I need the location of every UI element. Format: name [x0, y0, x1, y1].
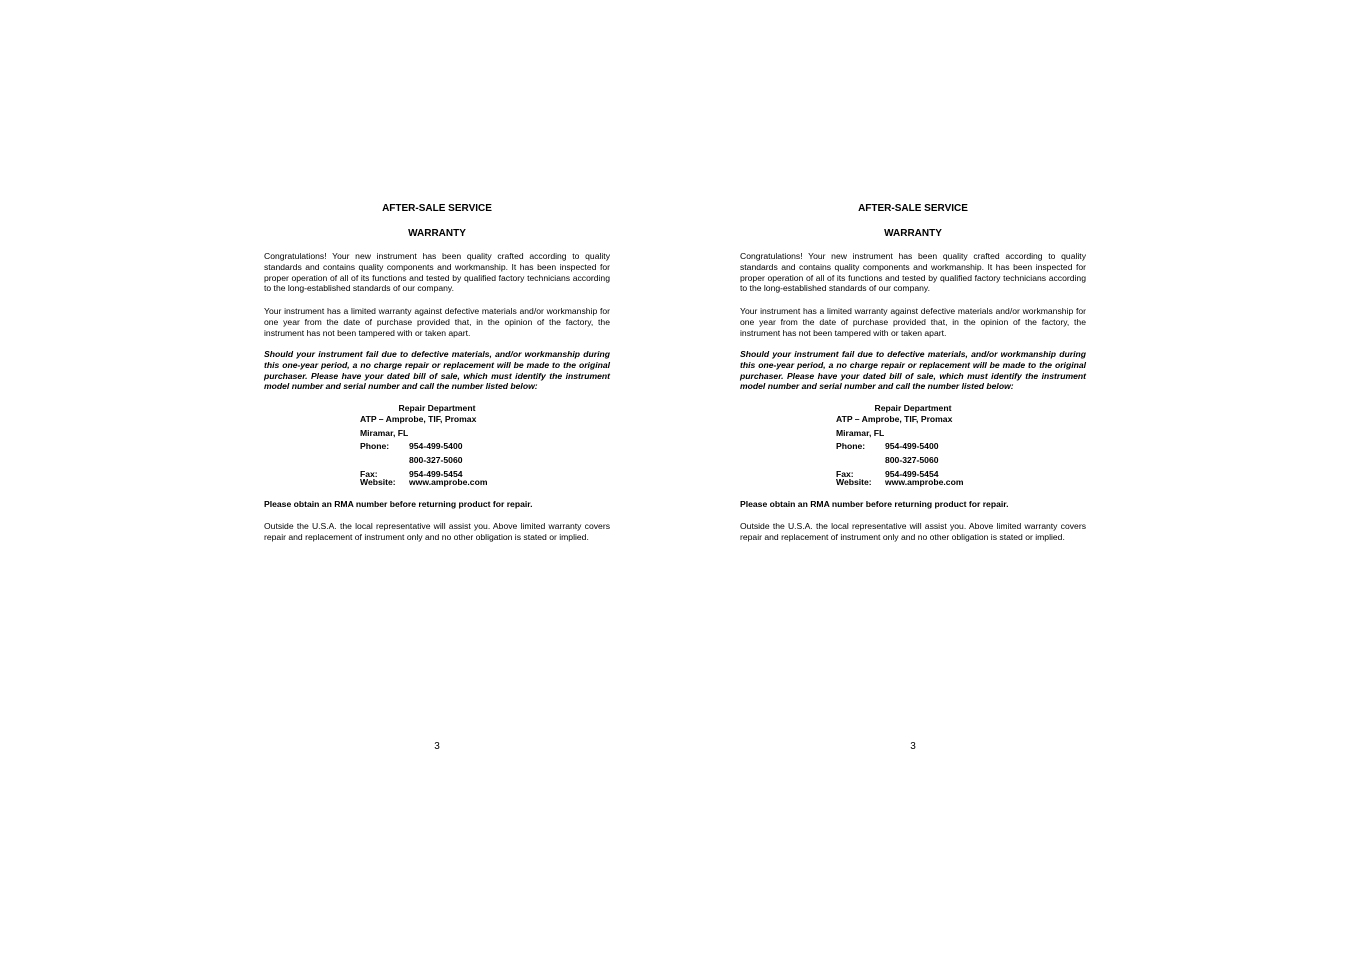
- warranty-heading: WARRANTY: [884, 228, 942, 239]
- section-heading: AFTER-SALE SERVICE: [858, 203, 968, 214]
- intro-paragraph: Congratulations! Your new instrument has been quality crafted according to quality standards and contains quality components and workmanship. It has been inspected for proper operation of all of its functions and tested by qualified factory technicians according to the long-established standards of our company.: [740, 251, 1086, 294]
- phone-number-primary: 954-499-5400: [409, 441, 463, 451]
- page-number: 3: [910, 741, 916, 752]
- phone-label: Phone:: [360, 441, 390, 451]
- limited-warranty-paragraph: Your instrument has a limited warranty against defective materials and/or workmanship for one year from the date of purchase provided that, in the opinion of the factory, the instrument has not been tampered with or taken apart.: [264, 306, 610, 338]
- website-link[interactable]: www.amprobe.com: [409, 477, 488, 487]
- repair-company: ATP – Amprobe, TIF, Promax: [836, 414, 953, 424]
- phone-row-secondary: [836, 455, 939, 465]
- limited-warranty-paragraph: Your instrument has a limited warranty against defective materials and/or workmanship for one year from the date of purchase provided that, in the opinion of the factory, the instrument has not been tampered with or taken apart.: [740, 306, 1086, 338]
- fax-label: Fax:: [836, 469, 854, 479]
- repair-instructions-paragraph: Should your instrument fail due to defective materials, and/or workmanship during this one-year period, a no charge repair or replacement will be made to the original purchaser. Please have your dated bill of sale, which must identify the instrument model number and serial number and call the number listed below:: [740, 349, 1086, 392]
- rma-note: Please obtain an RMA number before returning product for repair.: [740, 499, 1009, 509]
- repair-location: Miramar, FL: [836, 428, 885, 438]
- phone-label: Phone:: [836, 441, 866, 451]
- section-heading: AFTER-SALE SERVICE: [382, 203, 492, 214]
- website-label: Website:: [360, 477, 396, 487]
- warranty-heading: WARRANTY: [408, 228, 466, 239]
- fax-label: Fax:: [360, 469, 378, 479]
- repair-department: Repair Department: [398, 403, 476, 413]
- repair-location: Miramar, FL: [360, 428, 409, 438]
- fax-number: 954-499-5454: [409, 469, 463, 479]
- repair-instructions-paragraph: Should your instrument fail due to defective materials, and/or workmanship during this one-year period, a no charge repair or replacement will be made to the original purchaser. Please have your dated bill of sale, which must identify the instrument model number and serial number and call the number listed below:: [264, 349, 610, 392]
- outside-usa-paragraph: Outside the U.S.A. the local representative will assist you. Above limited warranty covers repair and replacement of instrument only and no other obligation is stated or implied.: [264, 521, 610, 542]
- website-link[interactable]: www.amprobe.com: [885, 477, 964, 487]
- repair-company: ATP – Amprobe, TIF, Promax: [360, 414, 477, 424]
- rma-note: Please obtain an RMA number before returning product for repair.: [264, 499, 533, 509]
- page-number: 3: [434, 741, 440, 752]
- website-label: Website:: [836, 477, 872, 487]
- phone-row-secondary: [360, 455, 463, 465]
- phone-row: [836, 441, 939, 451]
- phone-row: [360, 441, 463, 451]
- website-row: [836, 477, 963, 487]
- phone-number-secondary: 800-327-5060: [885, 455, 939, 465]
- intro-paragraph: Congratulations! Your new instrument has been quality crafted according to quality standards and contains quality components and workmanship. It has been inspected for proper operation of all of its functions and tested by qualified factory technicians according to the long-established standards of our company.: [264, 251, 610, 294]
- outside-usa-paragraph: Outside the U.S.A. the local representative will assist you. Above limited warranty covers repair and replacement of instrument only and no other obligation is stated or implied.: [740, 521, 1086, 542]
- phone-number-primary: 954-499-5400: [885, 441, 939, 451]
- fax-number: 954-499-5454: [885, 469, 939, 479]
- repair-department: Repair Department: [874, 403, 952, 413]
- website-row: [360, 477, 487, 487]
- phone-number-secondary: 800-327-5060: [409, 455, 463, 465]
